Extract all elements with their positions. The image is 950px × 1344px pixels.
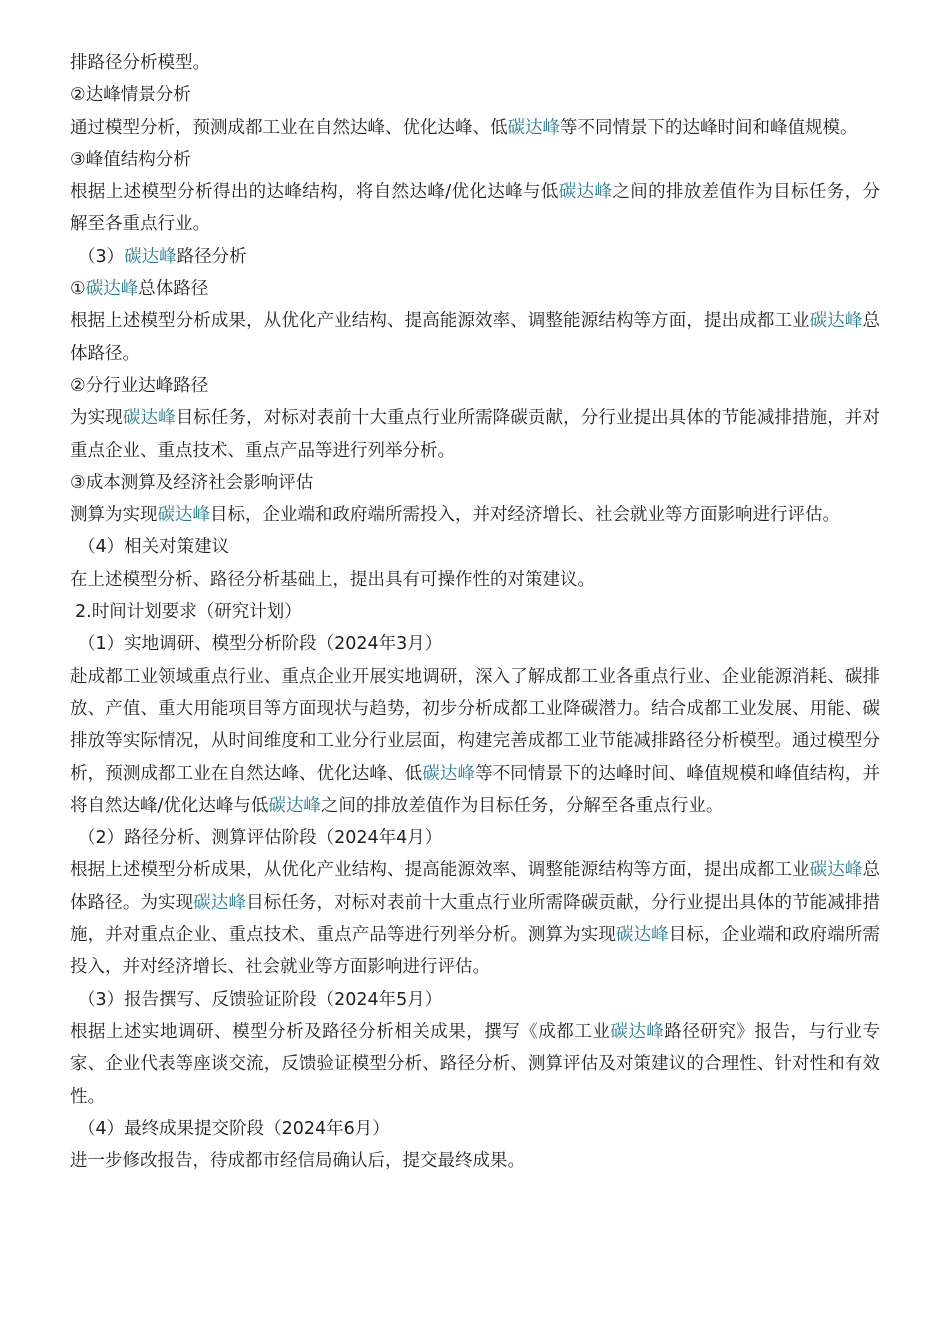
paragraph [70, 1016, 880, 1113]
paragraph [70, 144, 880, 176]
term-link[interactable]: 碳达峰 [809, 311, 863, 332]
paragraph-text: （3） [78, 246, 125, 267]
paragraph-text: 排路径分析模型。 [70, 53, 210, 73]
paragraph [70, 499, 880, 531]
term-link[interactable]: 碳达峰 [558, 182, 613, 203]
paragraph-text: ②达峰情景分析 [70, 85, 191, 106]
paragraph-text: 之间的排放差值作为目标任务，分解至各重点行业。 [70, 182, 880, 235]
paragraph-text: 进一步修改报告，待成都市经信局确认后，提交最终成果。 [70, 1151, 525, 1172]
paragraph [70, 402, 880, 467]
paragraph-text: 在上述模型分析、路径分析基础上，提出具有可操作性的对策建议。 [70, 569, 595, 590]
paragraph-text: 总体路径。为实现 [70, 860, 881, 913]
paragraph-text: 路径分析 [176, 246, 247, 267]
paragraph-text: 之间的排放差值作为目标任务，分解至各重点行业。 [320, 795, 724, 816]
term-link[interactable]: 碳达峰 [809, 860, 863, 881]
term-link[interactable]: 碳达峰 [615, 925, 669, 946]
term-link[interactable]: 碳达峰 [122, 408, 176, 429]
paragraph-text: （2）路径分析、测算评估阶段（2024年4月） [78, 828, 443, 849]
term-link[interactable]: 碳达峰 [124, 246, 177, 267]
paragraph [70, 241, 880, 273]
paragraph [70, 822, 880, 854]
term-link[interactable]: 碳达峰 [422, 763, 476, 784]
paragraph [70, 661, 880, 822]
paragraph-text: 目标任务，对标对表前十大重点行业所需降碳贡献，分行业提出具体的节能减排措施，并对重点企业、重点技术、重点产品等进行列举分析。测算为实现 [70, 892, 881, 946]
paragraph-text: （1）实地调研、模型分析阶段（2024年3月） [78, 634, 443, 655]
paragraph-text: （4）最终成果提交阶段（2024年6月） [78, 1118, 390, 1139]
paragraph [70, 531, 880, 563]
paragraph-text: ②分行业达峰路径 [70, 375, 209, 396]
paragraph-text: （4）相关对策建议 [78, 537, 230, 558]
paragraph-text: ③峰值结构分析 [70, 149, 191, 170]
paragraph [70, 79, 880, 111]
term-link[interactable]: 碳达峰 [268, 795, 321, 816]
paragraph [70, 1113, 880, 1145]
paragraph-text: 根据上述模型分析得出的达峰结构，将自然达峰/优化达峰与低 [70, 182, 559, 203]
term-link[interactable]: 碳达峰 [507, 117, 560, 138]
term-link[interactable]: 碳达峰 [157, 505, 210, 526]
paragraph-text: 等不同情景下的达峰时间、峰值规模和峰值结构，并将自然达峰/优化达峰与低 [70, 763, 881, 816]
paragraph-text: 赴成都工业领域重点行业、重点企业开展实地调研，深入了解成都工业各重点行业、企业能源消耗、碳排放、产值、重大用能项目等方面现状与趋势，初步分析成都工业降碳潜力。结合成都工业发展、用能、碳排放等实际情况，从时间维度和工业分行业层面，构建完善成都工业节能减排路径分析模型。通过模型分析，预测成都工业在自然达峰、优化达峰、低 [70, 666, 880, 784]
paragraph-text: 为实现 [70, 408, 123, 429]
paragraph-text: 根据上述模型分析成果，从优化产业结构、提高能源效率、调整能源结构等方面，提出成都工业 [70, 311, 810, 332]
paragraph [70, 596, 880, 628]
paragraph-text: 通过模型分析，预测成都工业在自然达峰、优化达峰、低 [70, 117, 508, 138]
paragraph-text: ① [70, 279, 86, 300]
paragraph-text: （3）报告撰写、反馈验证阶段（2024年5月） [78, 989, 443, 1010]
paragraph-text: 目标，企业端和政府端所需投入，并对经济增长、社会就业等方面影响进行评估。 [210, 505, 840, 526]
paragraph-text: 根据上述实地调研、模型分析及路径分析相关成果，撰写《成都工业 [70, 1021, 611, 1042]
paragraph [70, 854, 880, 983]
paragraph [70, 47, 880, 79]
paragraph-text: 路径研究》报告，与行业专家、企业代表等座谈交流，反馈验证模型分析、路径分析、测算评估及对策建议的合理性、针对性和有效性。 [70, 1021, 881, 1107]
term-link[interactable]: 碳达峰 [85, 279, 139, 300]
term-link[interactable]: 碳达峰 [610, 1021, 665, 1042]
paragraph [70, 112, 880, 144]
paragraph [70, 564, 880, 596]
paragraph [70, 1145, 880, 1177]
paragraph-text: 等不同情景下的达峰时间和峰值规模。 [560, 117, 858, 138]
paragraph [70, 176, 880, 241]
paragraph-text: 总体路径 [138, 279, 209, 300]
paragraph-text: ③成本测算及经济社会影响评估 [70, 472, 314, 493]
paragraph-text: 2.时间计划要求（研究计划） [75, 602, 302, 623]
term-link[interactable]: 碳达峰 [193, 892, 247, 913]
paragraph-text: 根据上述模型分析成果，从优化产业结构、提高能源效率、调整能源结构等方面，提出成都工业 [70, 860, 810, 881]
paragraph-text: 总体路径。 [70, 311, 881, 364]
paragraph [70, 370, 880, 402]
paragraph [70, 305, 880, 370]
paragraph-text: 目标任务，对标对表前十大重点行业所需降碳贡献，分行业提出具体的节能减排措施，并对重点企业、重点技术、重点产品等进行列举分析。 [70, 408, 881, 461]
paragraph [70, 628, 880, 660]
paragraph [70, 467, 880, 499]
paragraph [70, 273, 880, 305]
paragraph [70, 984, 880, 1016]
paragraph-text: 目标，企业端和政府端所需投入，并对经济增长、社会就业等方面影响进行评估。 [70, 925, 881, 978]
paragraph-text: 测算为实现 [70, 505, 158, 526]
